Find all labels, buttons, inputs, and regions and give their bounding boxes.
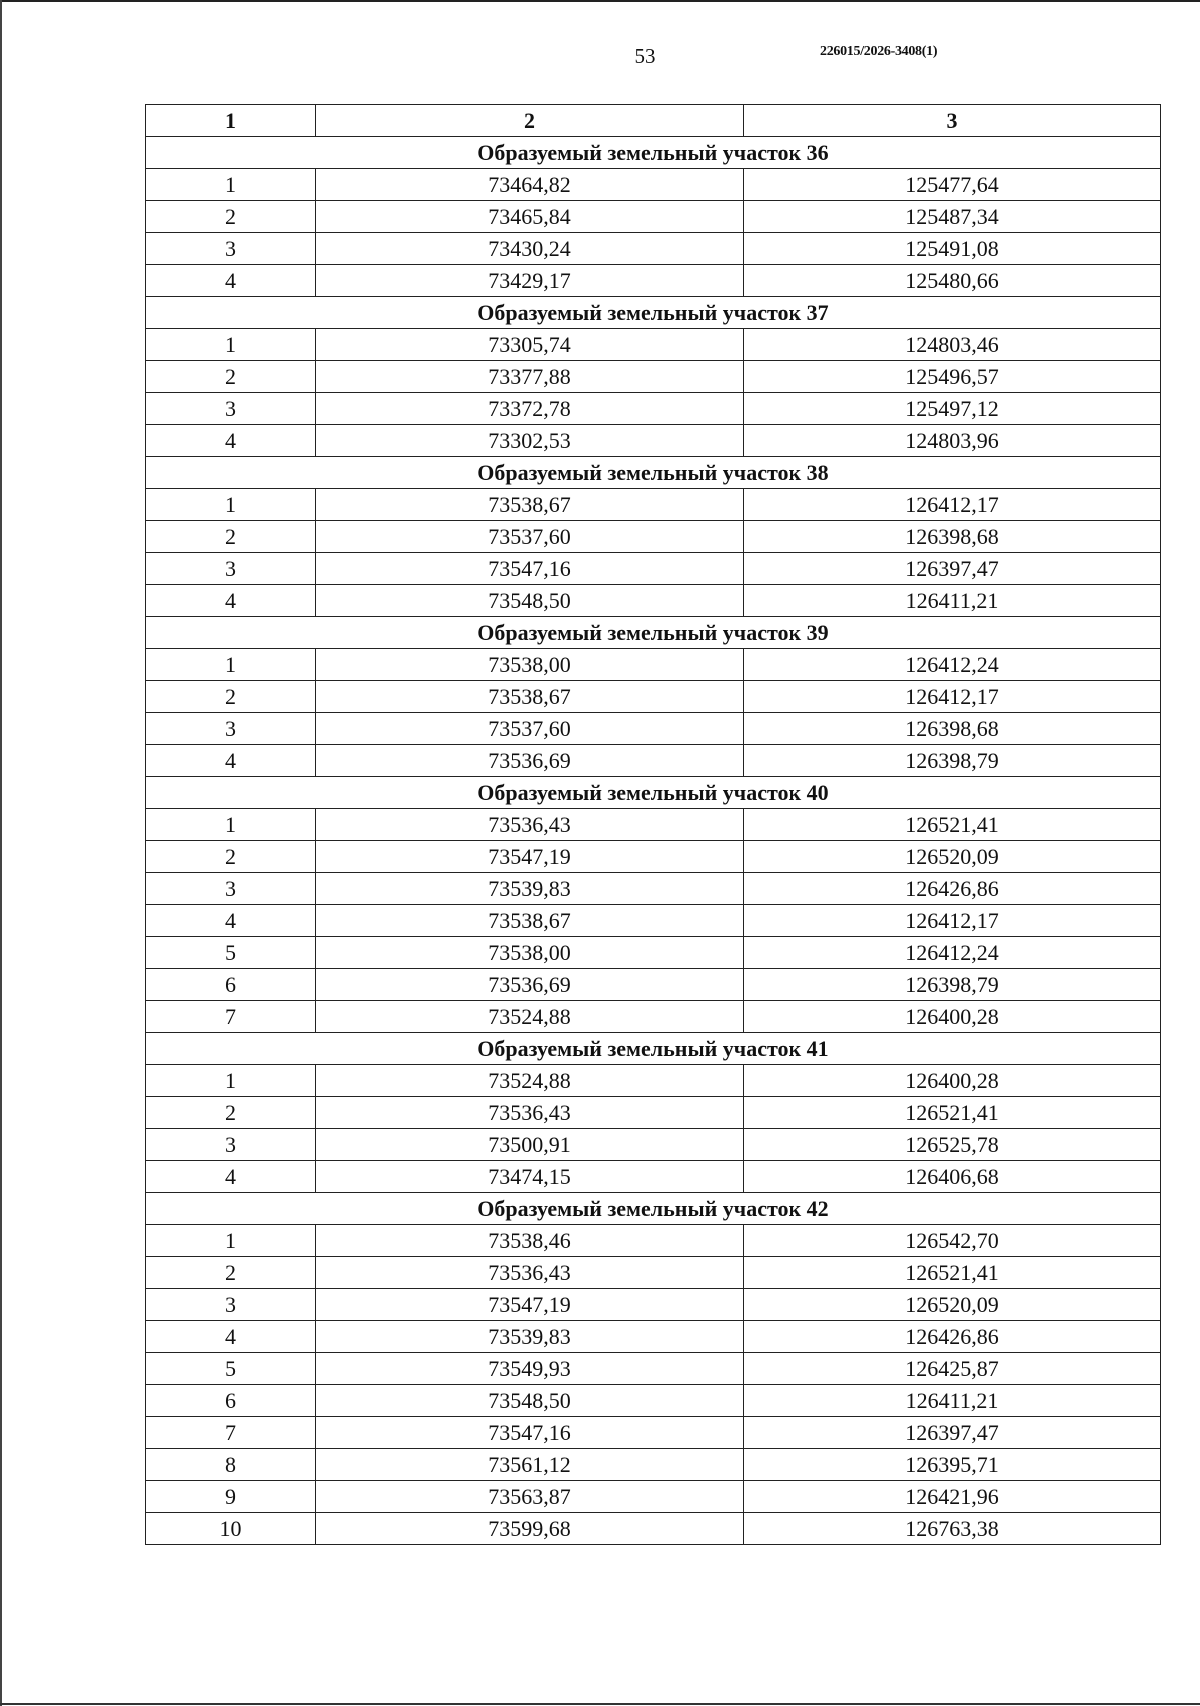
table-row <box>146 937 1161 969</box>
table-row <box>146 905 1161 937</box>
coordinate-x-cell: 73430,24 <box>316 233 744 265</box>
coordinate-x-cell: 73429,17 <box>316 265 744 297</box>
point-number-cell: 3 <box>146 1129 316 1161</box>
coordinate-y-cell: 126397,47 <box>744 1417 1161 1449</box>
coordinate-x-cell: 73538,67 <box>316 905 744 937</box>
section-title: Образуемый земельный участок 38 <box>146 457 1161 489</box>
coordinate-y-cell: 126412,24 <box>744 649 1161 681</box>
section-title: Образуемый земельный участок 41 <box>146 1033 1161 1065</box>
coordinate-x-cell: 73500,91 <box>316 1129 744 1161</box>
table-row <box>146 841 1161 873</box>
coordinate-x-cell: 73563,87 <box>316 1481 744 1513</box>
table-row <box>146 1001 1161 1033</box>
coordinate-y-cell: 126412,17 <box>744 905 1161 937</box>
point-number-cell: 3 <box>146 393 316 425</box>
coordinate-y-cell: 126426,86 <box>744 1321 1161 1353</box>
table-row <box>146 1289 1161 1321</box>
point-number-cell: 1 <box>146 169 316 201</box>
section-title: Образуемый земельный участок 37 <box>146 297 1161 329</box>
page-number: 53 <box>634 44 656 68</box>
coordinate-y-cell: 126400,28 <box>744 1001 1161 1033</box>
coordinate-x-cell: 73464,82 <box>316 169 744 201</box>
coordinate-x-cell: 73538,00 <box>316 649 744 681</box>
point-number-cell: 10 <box>146 1513 316 1545</box>
section-title-row <box>146 137 1161 169</box>
point-number-cell: 3 <box>146 873 316 905</box>
top-border-line <box>0 0 1200 2</box>
coordinate-x-cell: 73536,69 <box>316 745 744 777</box>
coordinate-x-cell: 73536,43 <box>316 1097 744 1129</box>
coordinate-y-cell: 126425,87 <box>744 1353 1161 1385</box>
coordinate-y-cell: 126521,41 <box>744 809 1161 841</box>
point-number-cell: 4 <box>146 425 316 457</box>
coordinates-table-wrapper <box>145 104 1160 1545</box>
point-number-cell: 7 <box>146 1001 316 1033</box>
table-row <box>146 233 1161 265</box>
point-number-cell: 4 <box>146 1161 316 1193</box>
coordinate-y-cell: 125497,12 <box>744 393 1161 425</box>
header-cell-col3: 3 <box>744 105 1161 137</box>
table-body <box>146 105 1161 1545</box>
point-number-cell: 2 <box>146 201 316 233</box>
table-row <box>146 1385 1161 1417</box>
coordinate-x-cell: 73538,00 <box>316 937 744 969</box>
table-header-row <box>146 105 1161 137</box>
coordinate-x-cell: 73302,53 <box>316 425 744 457</box>
point-number-cell: 5 <box>146 937 316 969</box>
section-title-row <box>146 1033 1161 1065</box>
coordinate-x-cell: 73547,16 <box>316 1417 744 1449</box>
coordinate-y-cell: 126412,24 <box>744 937 1161 969</box>
table-row <box>146 329 1161 361</box>
coordinates-table <box>145 104 1161 1545</box>
point-number-cell: 2 <box>146 361 316 393</box>
coordinate-x-cell: 73548,50 <box>316 1385 744 1417</box>
point-number-cell: 1 <box>146 489 316 521</box>
coordinate-y-cell: 125496,57 <box>744 361 1161 393</box>
section-title: Образуемый земельный участок 36 <box>146 137 1161 169</box>
coordinate-y-cell: 126763,38 <box>744 1513 1161 1545</box>
coordinate-y-cell: 126520,09 <box>744 841 1161 873</box>
table-row <box>146 745 1161 777</box>
section-title-row <box>146 777 1161 809</box>
table-row <box>146 1129 1161 1161</box>
coordinate-y-cell: 126398,68 <box>744 521 1161 553</box>
table-row <box>146 1417 1161 1449</box>
point-number-cell: 9 <box>146 1481 316 1513</box>
point-number-cell: 5 <box>146 1353 316 1385</box>
section-title: Образуемый земельный участок 42 <box>146 1193 1161 1225</box>
coordinate-x-cell: 73539,83 <box>316 873 744 905</box>
coordinate-x-cell: 73536,69 <box>316 969 744 1001</box>
coordinate-x-cell: 73539,83 <box>316 1321 744 1353</box>
table-row <box>146 1065 1161 1097</box>
section-title-row <box>146 457 1161 489</box>
table-row <box>146 1097 1161 1129</box>
coordinate-x-cell: 73474,15 <box>316 1161 744 1193</box>
coordinate-x-cell: 73536,43 <box>316 1257 744 1289</box>
coordinate-y-cell: 126400,28 <box>744 1065 1161 1097</box>
table-row <box>146 553 1161 585</box>
point-number-cell: 4 <box>146 265 316 297</box>
coordinate-x-cell: 73547,19 <box>316 1289 744 1321</box>
coordinate-y-cell: 125491,08 <box>744 233 1161 265</box>
point-number-cell: 3 <box>146 1289 316 1321</box>
coordinate-x-cell: 73538,67 <box>316 489 744 521</box>
coordinate-x-cell: 73548,50 <box>316 585 744 617</box>
point-number-cell: 1 <box>146 649 316 681</box>
document-id: 226015/2026-3408(1) <box>820 44 938 59</box>
table-row <box>146 521 1161 553</box>
section-title: Образуемый земельный участок 40 <box>146 777 1161 809</box>
point-number-cell: 3 <box>146 553 316 585</box>
coordinate-y-cell: 126395,71 <box>744 1449 1161 1481</box>
table-row <box>146 713 1161 745</box>
table-row <box>146 1449 1161 1481</box>
table-row <box>146 649 1161 681</box>
point-number-cell: 7 <box>146 1417 316 1449</box>
table-row <box>146 1513 1161 1545</box>
coordinate-y-cell: 126542,70 <box>744 1225 1161 1257</box>
table-row <box>146 873 1161 905</box>
table-row <box>146 425 1161 457</box>
coordinate-y-cell: 126421,96 <box>744 1481 1161 1513</box>
coordinate-x-cell: 73561,12 <box>316 1449 744 1481</box>
section-title-row <box>146 297 1161 329</box>
point-number-cell: 6 <box>146 969 316 1001</box>
coordinate-x-cell: 73465,84 <box>316 201 744 233</box>
table-row <box>146 1225 1161 1257</box>
point-number-cell: 2 <box>146 681 316 713</box>
table-row <box>146 969 1161 1001</box>
point-number-cell: 1 <box>146 1225 316 1257</box>
table-row <box>146 489 1161 521</box>
point-number-cell: 3 <box>146 713 316 745</box>
coordinate-y-cell: 126398,68 <box>744 713 1161 745</box>
coordinate-x-cell: 73549,93 <box>316 1353 744 1385</box>
coordinate-y-cell: 126520,09 <box>744 1289 1161 1321</box>
point-number-cell: 2 <box>146 1257 316 1289</box>
coordinate-y-cell: 126411,21 <box>744 585 1161 617</box>
coordinate-y-cell: 126412,17 <box>744 489 1161 521</box>
coordinate-x-cell: 73372,78 <box>316 393 744 425</box>
coordinate-x-cell: 73537,60 <box>316 521 744 553</box>
coordinate-y-cell: 126397,47 <box>744 553 1161 585</box>
coordinate-x-cell: 73524,88 <box>316 1001 744 1033</box>
coordinate-y-cell: 125487,34 <box>744 201 1161 233</box>
coordinate-y-cell: 126398,79 <box>744 745 1161 777</box>
coordinate-y-cell: 126406,68 <box>744 1161 1161 1193</box>
point-number-cell: 4 <box>146 745 316 777</box>
table-row <box>146 1161 1161 1193</box>
coordinate-x-cell: 73536,43 <box>316 809 744 841</box>
header-cell-col1: 1 <box>146 105 316 137</box>
coordinate-x-cell: 73524,88 <box>316 1065 744 1097</box>
point-number-cell: 1 <box>146 1065 316 1097</box>
coordinate-y-cell: 126411,21 <box>744 1385 1161 1417</box>
coordinate-y-cell: 126398,79 <box>744 969 1161 1001</box>
section-title: Образуемый земельный участок 39 <box>146 617 1161 649</box>
table-row <box>146 393 1161 425</box>
table-row <box>146 169 1161 201</box>
table-row <box>146 1321 1161 1353</box>
section-title-row <box>146 617 1161 649</box>
point-number-cell: 1 <box>146 329 316 361</box>
coordinate-x-cell: 73599,68 <box>316 1513 744 1545</box>
point-number-cell: 4 <box>146 905 316 937</box>
point-number-cell: 1 <box>146 809 316 841</box>
table-row <box>146 1257 1161 1289</box>
coordinate-x-cell: 73538,46 <box>316 1225 744 1257</box>
point-number-cell: 4 <box>146 585 316 617</box>
point-number-cell: 3 <box>146 233 316 265</box>
coordinate-x-cell: 73547,19 <box>316 841 744 873</box>
coordinate-x-cell: 73305,74 <box>316 329 744 361</box>
point-number-cell: 4 <box>146 1321 316 1353</box>
coordinate-x-cell: 73538,67 <box>316 681 744 713</box>
coordinate-x-cell: 73377,88 <box>316 361 744 393</box>
coordinate-y-cell: 126412,17 <box>744 681 1161 713</box>
coordinate-y-cell: 125477,64 <box>744 169 1161 201</box>
coordinate-y-cell: 124803,96 <box>744 425 1161 457</box>
coordinate-y-cell: 126521,41 <box>744 1097 1161 1129</box>
table-row <box>146 265 1161 297</box>
left-border-line <box>0 0 2 1706</box>
section-title-row <box>146 1193 1161 1225</box>
point-number-cell: 2 <box>146 1097 316 1129</box>
coordinate-x-cell: 73547,16 <box>316 553 744 585</box>
point-number-cell: 2 <box>146 841 316 873</box>
coordinate-y-cell: 126426,86 <box>744 873 1161 905</box>
point-number-cell: 8 <box>146 1449 316 1481</box>
point-number-cell: 6 <box>146 1385 316 1417</box>
header-cell-col2: 2 <box>316 105 744 137</box>
table-row <box>146 809 1161 841</box>
table-row <box>146 201 1161 233</box>
table-row <box>146 585 1161 617</box>
point-number-cell: 2 <box>146 521 316 553</box>
coordinate-y-cell: 125480,66 <box>744 265 1161 297</box>
table-row <box>146 361 1161 393</box>
coordinate-y-cell: 126525,78 <box>744 1129 1161 1161</box>
coordinate-y-cell: 124803,46 <box>744 329 1161 361</box>
coordinate-x-cell: 73537,60 <box>316 713 744 745</box>
bottom-border-line <box>0 1703 1200 1705</box>
table-row <box>146 1353 1161 1385</box>
table-row <box>146 681 1161 713</box>
coordinate-y-cell: 126521,41 <box>744 1257 1161 1289</box>
table-row <box>146 1481 1161 1513</box>
